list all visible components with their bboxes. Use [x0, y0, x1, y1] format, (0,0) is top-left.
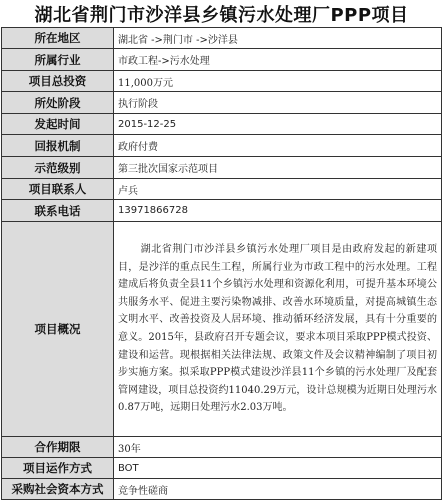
row-label-region: 所在地区: [2, 28, 114, 49]
overview-text: 湖北省荆门市沙洋县乡镇污水处理厂项目是由政府发起的新建项目，是沙洋的重点民生工程，所属行业为市政工程中的污水处理。工程建成后将负责全县11个乡镇污水处理和资源化利用，可提升基本环境公共服务水平、促进主要污染物减排、改善水环境质量，对提高城镇生态文明水平、改善投资及人居环境、推动循环经济发展，具有十分重要的意义。2015年，县政府召开专题会议，要求本项目采取PPP模式投资、建设和运营。现根据相关法律法规、政策文件及会议精神编制了项目初步实施方案。拟采取PPP模式建设沙洋县11个乡镇的污水处理厂及配套管网建设，项目总投资约11040.29万元，设计总规模为近期日处理污水0.87万吨，远期日处理污水2.03万吨。: [118, 244, 437, 414]
table-row: [2, 71, 442, 92]
row-label-start-date: 发起时间: [2, 114, 114, 135]
table-row: [2, 179, 442, 200]
row-label-total-investment: 项目总投资: [2, 71, 114, 92]
row-value-contact-person: 卢兵: [114, 179, 442, 200]
table-row: [2, 200, 442, 222]
row-value-return-mechanism: 政府付费: [114, 135, 442, 157]
page-title: 湖北省荆门市沙洋县乡镇污水处理厂PPP项目: [34, 4, 409, 26]
row-label-stage: 所处阶段: [2, 92, 114, 114]
row-label-overview: 项目概况: [2, 222, 114, 437]
row-label-return-mechanism: 回报机制: [2, 135, 114, 157]
row-value-industry: 市政工程->污水处理: [114, 49, 442, 71]
table-row: [2, 49, 442, 71]
row-value-phone: 13971866728: [114, 200, 442, 222]
table-row: [2, 92, 442, 114]
row-label-demo-level: 示范级别: [2, 157, 114, 179]
row-label-procurement-method: 采购社会资本方式: [2, 479, 114, 500]
row-value-start-date: 2015-12-25: [114, 114, 442, 135]
table-row: [2, 28, 442, 49]
table-row: [2, 114, 442, 135]
row-label-operation-mode: 项目运作方式: [2, 458, 114, 479]
table-row: [2, 437, 442, 458]
table-row: [2, 135, 442, 157]
row-value-demo-level: 第三批次国家示范项目: [114, 157, 442, 179]
row-value-procurement-method: 竞争性磋商: [114, 479, 442, 500]
project-info-table: [1, 27, 442, 500]
row-label-phone: 联系电话: [2, 200, 114, 222]
row-value-region: 湖北省 ->荆门市 ->沙洋县: [114, 28, 442, 49]
table-row: [2, 222, 442, 437]
row-value-operation-mode: BOT: [114, 458, 442, 479]
table-row: [2, 458, 442, 479]
row-label-contact-person: 项目联系人: [2, 179, 114, 200]
table-row: [2, 479, 442, 500]
row-value-cooperation-period: 30年: [114, 437, 442, 458]
row-label-cooperation-period: 合作期限: [2, 437, 114, 458]
row-value-total-investment: 11,000万元: [114, 71, 442, 92]
row-label-industry: 所属行业: [2, 49, 114, 71]
row-value-overview: [114, 222, 442, 437]
row-value-stage: 执行阶段: [114, 92, 442, 114]
table-row: [2, 157, 442, 179]
